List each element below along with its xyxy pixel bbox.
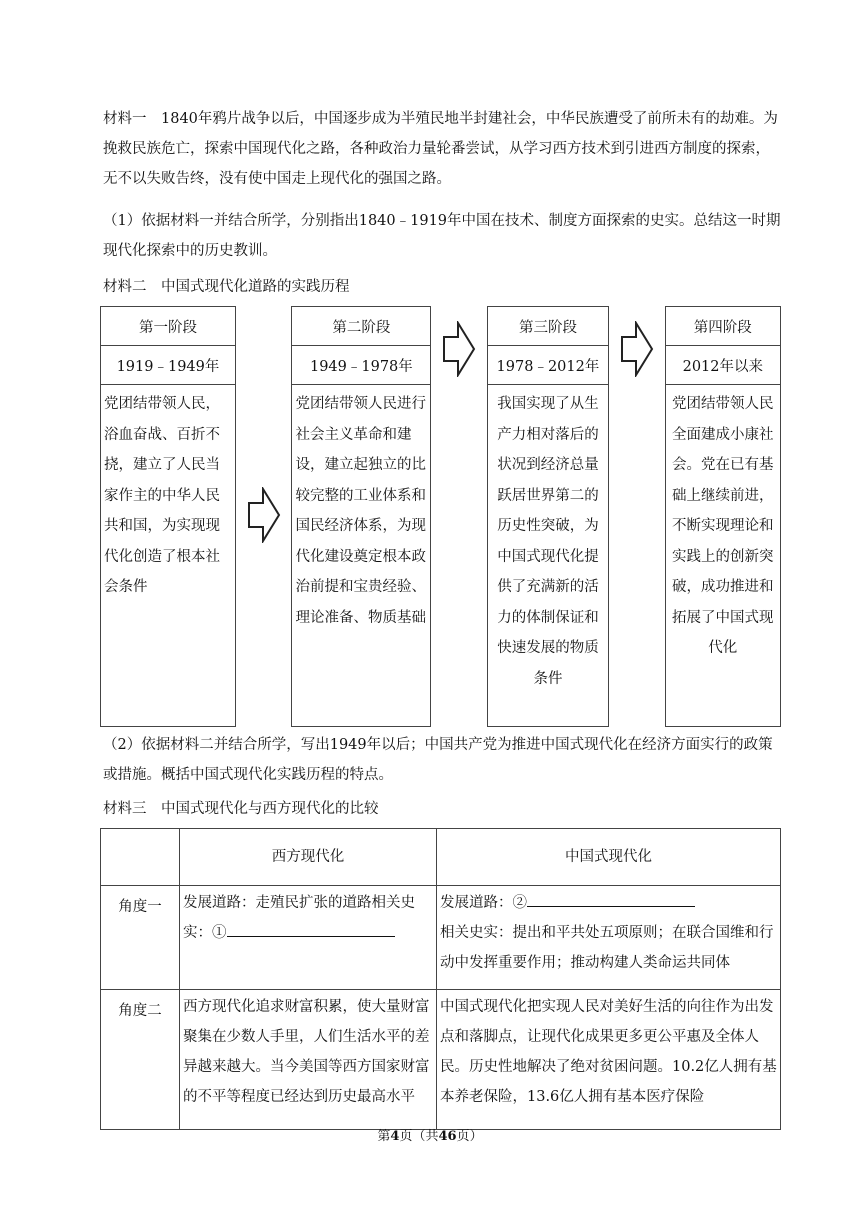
question-two: （2）依据材料二并结合所学，写出1949年以后；中国共产党为推进中国式现代化在经济方面实行的政策或措施。概括中国式现代化实践历程的特点。: [103, 737, 773, 783]
west-cell-2: 西方现代化追求财富积累，使大量财富聚集在少数人手里，人们生活水平的差异越来越大。当今美国等西方国家财富的不平等程度已经达到历史最高水平: [180, 990, 437, 1130]
material-one-paragraph: 材料一 1840年鸦片战争以后，中国逐步成为半殖民地半封建社会，中华民族遭受了前所未有的劫难。为挽救民族危亡，探索中国现代化之路，各种政治力量轮番尝试，从学习西方技术到引进西方制度的探索，无不以失败告终，没有使中国走上现代化的强国之路。: [103, 111, 778, 187]
corner-cell: [101, 829, 180, 886]
blank-mark-1: ①: [212, 925, 227, 941]
right-arrow-icon: [442, 321, 476, 377]
material-two-title: 材料二 中国式现代化道路的实践历程: [103, 279, 350, 295]
stage-1-name: 第一阶段: [101, 307, 236, 346]
row-label-2: 角度二: [101, 990, 180, 1130]
stage-4-period: 2012年以来: [665, 346, 780, 385]
footer-post: 页）: [456, 1129, 483, 1144]
practice-stages-table: [100, 306, 781, 727]
arrow-cell: [609, 307, 666, 727]
stage-1-period: 1919﹣1949年: [101, 346, 236, 385]
stage-4-text: 党团结带领人民全面建成小康社会。党在已有基础上继续前进，不断实现理论和实践上的创新突破，成功推进和拓展了中国式现代化: [665, 385, 780, 727]
china-facts-text: 相关史实：提出和平共处五项原则；在联合国维和行动中发挥重要作用；推动构建人类命运共同体: [440, 925, 774, 971]
footer-total-pages: 46: [438, 1129, 457, 1144]
stage-3-period: 1978﹣2012年: [487, 346, 608, 385]
stage-1-text: 党团结带领人民，浴血奋战、百折不挠，建立了人民当家作主的中华人民共和国，为实现现代化创造了根本社会条件: [101, 385, 236, 727]
footer-page-number: 4: [390, 1129, 400, 1144]
west-path-text: 发展道路：走殖民扩张的道路相关史实：: [183, 895, 415, 941]
china-header: 中国式现代化: [437, 829, 781, 886]
blank-mark-2: ②: [512, 895, 527, 911]
stage-4-name: 第四阶段: [665, 307, 780, 346]
stage-2-text: 党团结带领人民进行社会主义革命和建设，建立起独立的比较完整的工业体系和国民经济体系，为现代化建设奠定根本政治前提和宝贵经验、理论准备、物质基础: [292, 385, 431, 727]
stage-2-name: 第二阶段: [292, 307, 431, 346]
footer-pre: 第: [377, 1129, 391, 1144]
arrow-cell: [431, 307, 488, 727]
right-arrow-icon: [247, 487, 281, 543]
arrow-cell: [235, 307, 292, 727]
china-cell-2: 中国式现代化把实现人民对美好生活的向往作为出发点和落脚点，让现代化成果更多更公平惠及全体人民。历史性地解决了绝对贫困问题。10.2亿人拥有基本养老保险，13.6亿人拥有基本医疗保险: [437, 990, 781, 1130]
question-one: （1）依据材料一并结合所学，分别指出1840﹣1919年中国在技术、制度方面探索的史实。总结这一时期现代化探索中的历史教训。: [103, 213, 781, 259]
west-cell-1: [180, 886, 437, 990]
row-label-1: 角度一: [101, 886, 180, 990]
comparison-table: [100, 828, 781, 1130]
right-arrow-icon: [620, 321, 654, 377]
stage-3-text: 我国实现了从生产力相对落后的状况到经济总量跃居世界第二的历史性突破，为中国式现代化提供了充满新的活力的体制保证和快速发展的物质条件: [487, 385, 608, 727]
answer-blank-2[interactable]: [527, 888, 695, 907]
china-path-label: 发展道路：: [440, 895, 513, 911]
material-three-title: 材料三 中国式现代化与西方现代化的比较: [103, 801, 379, 817]
stage-2-period: 1949﹣1978年: [292, 346, 431, 385]
china-cell-1: [437, 886, 781, 990]
footer-mid: 页（共: [399, 1129, 439, 1144]
page-footer: [0, 1125, 860, 1144]
west-header: 西方现代化: [180, 829, 437, 886]
stage-3-name: 第三阶段: [487, 307, 608, 346]
answer-blank-1[interactable]: [227, 918, 395, 937]
